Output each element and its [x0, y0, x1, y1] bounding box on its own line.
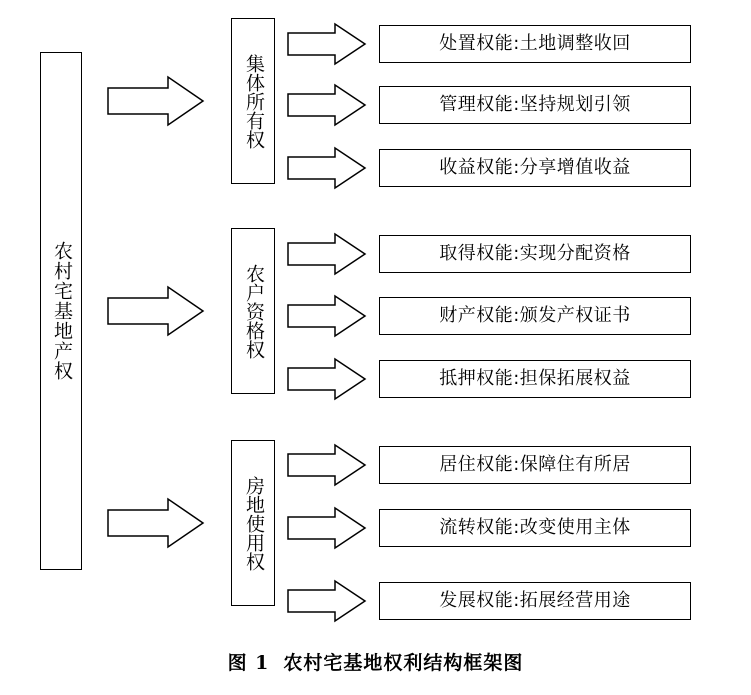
figure-caption: [0, 648, 751, 675]
arrow-root-to-branch-2: [108, 287, 203, 335]
leaf-node-2-1: [379, 235, 691, 273]
leaf-node-2-3: [379, 360, 691, 398]
root-node-label: 农村宅基地产权: [50, 241, 73, 381]
leaf-node-2-1-label: 取得权能:实现分配资格: [439, 243, 631, 265]
branch-node-3-label: 房地使用权: [242, 475, 265, 571]
arrow-branch-3-leaf-1: [288, 445, 365, 485]
branch-node-3: [231, 440, 275, 606]
figure-caption-label: 图 1: [227, 652, 270, 674]
leaf-node-3-2: [379, 509, 691, 547]
leaf-node-1-3: [379, 149, 691, 187]
root-node: [40, 52, 82, 570]
figure-caption-title: 农村宅基地权利结构框架图: [283, 652, 524, 674]
leaf-node-1-2: [379, 86, 691, 124]
arrow-root-to-branch-1: [108, 77, 203, 125]
branch-node-2-label: 农户资格权: [242, 263, 265, 359]
branch-node-1-label: 集体所有权: [242, 53, 265, 149]
arrow-branch-1-leaf-2: [288, 85, 365, 125]
leaf-node-3-3-label: 发展权能:拓展经营用途: [439, 590, 631, 612]
leaf-node-2-3-label: 抵押权能:担保拓展权益: [439, 368, 631, 390]
leaf-node-3-3: [379, 582, 691, 620]
leaf-node-3-1-label: 居住权能:保障住有所居: [439, 454, 631, 476]
leaf-node-2-2: [379, 297, 691, 335]
branch-node-1: [231, 18, 275, 184]
leaf-node-3-1: [379, 446, 691, 484]
arrow-branch-3-leaf-3: [288, 581, 365, 621]
arrow-branch-1-leaf-1: [288, 24, 365, 64]
leaf-node-2-2-label: 财产权能:颁发产权证书: [439, 305, 631, 327]
arrow-branch-2-leaf-1: [288, 234, 365, 274]
leaf-node-1-1: [379, 25, 691, 63]
arrow-branch-1-leaf-3: [288, 148, 365, 188]
leaf-node-1-1-label: 处置权能:土地调整收回: [439, 33, 631, 55]
branch-node-2: [231, 228, 275, 394]
leaf-node-3-2-label: 流转权能:改变使用主体: [439, 517, 631, 539]
arrow-branch-3-leaf-2: [288, 508, 365, 548]
leaf-node-1-2-label: 管理权能:坚持规划引领: [439, 94, 631, 116]
arrow-branch-2-leaf-2: [288, 296, 365, 336]
leaf-node-1-3-label: 收益权能:分享增值收益: [439, 157, 631, 179]
arrow-branch-2-leaf-3: [288, 359, 365, 399]
arrow-root-to-branch-3: [108, 499, 203, 547]
